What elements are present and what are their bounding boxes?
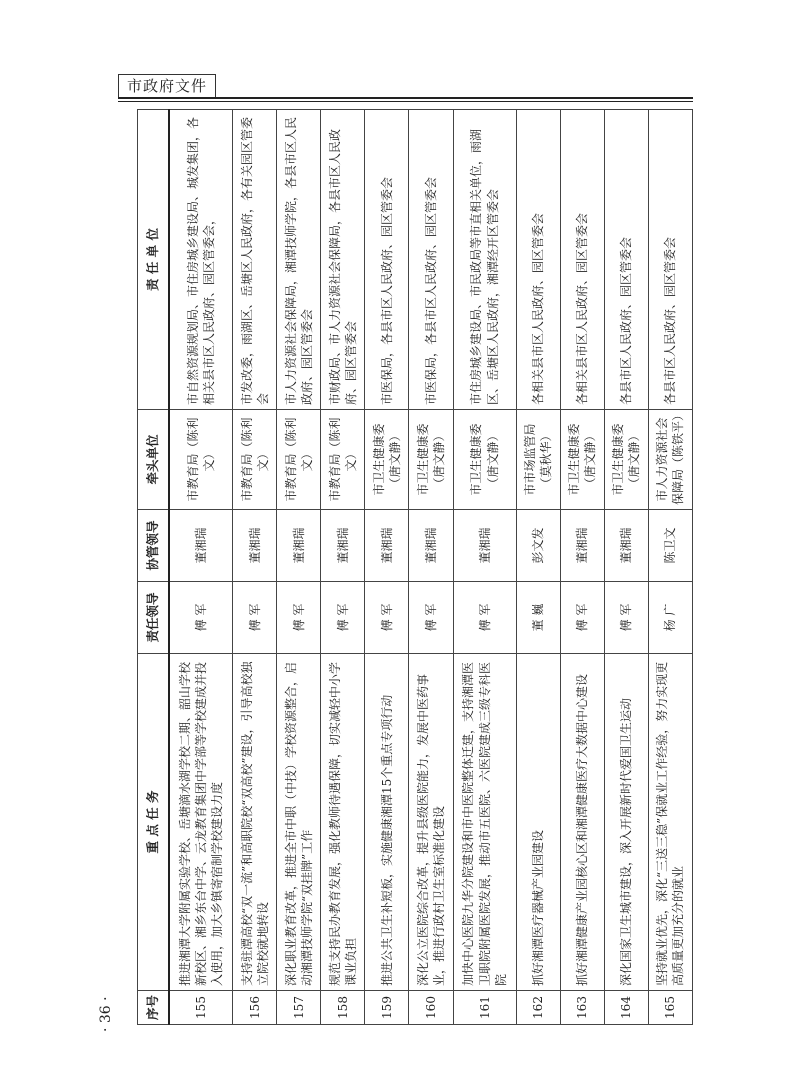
row-units: 各县市区人民政府、园区管委会 <box>648 110 692 410</box>
row-dept: 市教育局（陈利文） <box>233 410 277 510</box>
row-units: 市财政局、市人力资源社会保障局，各县市区人民政府、园区管委会 <box>321 110 365 410</box>
row-number: 164 <box>604 991 648 1025</box>
row-assist: 董湘瑞 <box>277 510 321 582</box>
row-units: 市自然资源规划局、市住房城乡建设局、城发集团，各相关县市区人民政府、园区管委会， <box>169 110 233 410</box>
row-dept: 市卫生健康委（唐文静） <box>409 410 453 510</box>
row-dept: 市卫生健康委（唐文静） <box>365 410 409 510</box>
row-units: 各县市区人民政府、园区管委会 <box>604 110 648 410</box>
row-number: 157 <box>277 991 321 1025</box>
table-row <box>365 110 409 1025</box>
row-dept: 市人力资源社会保障局（陈铁平） <box>648 410 692 510</box>
row-lead: 傅 军 <box>277 582 321 654</box>
row-units: 市医保局，各县市区人民政府、园区管委会 <box>409 110 453 410</box>
row-dept: 市卫生健康委（唐文静） <box>604 410 648 510</box>
task-table <box>137 109 693 1025</box>
row-number: 165 <box>648 991 692 1025</box>
row-units: 各相关县市区人民政府、园区管委会 <box>560 110 604 410</box>
table-row <box>604 110 648 1025</box>
table-row <box>453 110 516 1025</box>
table-row <box>648 110 692 1025</box>
row-lead: 傅 军 <box>560 582 604 654</box>
document-type-badge: 市政府文件 <box>118 74 216 98</box>
row-assist: 董湘瑞 <box>560 510 604 582</box>
row-task: 推进公共卫生补短板，实施健康湘潭15个重点专项行动 <box>365 654 409 991</box>
row-assist: 陈卫文 <box>648 510 692 582</box>
row-task: 抓好湘潭医疗器械产业园建设 <box>516 654 560 991</box>
table-row <box>321 110 365 1025</box>
row-dept: 市卫生健康委（唐文静） <box>560 410 604 510</box>
row-lead: 傅 军 <box>409 582 453 654</box>
table-row <box>560 110 604 1025</box>
row-units: 市住房城乡建设局、市民政局等市直相关单位，雨湖区、岳塘区人民政府，湘潭经开区管委会 <box>453 110 516 410</box>
row-number: 162 <box>516 991 560 1025</box>
row-number: 161 <box>453 991 516 1025</box>
header-rule-thin <box>118 101 693 102</box>
row-assist: 董湘瑞 <box>409 510 453 582</box>
row-task: 深化职业教育改革，推进全市中职（中技）学校资源整合，启动湘潭技师学院“双挂牌”工作 <box>277 654 321 991</box>
row-lead: 傅 军 <box>233 582 277 654</box>
row-lead: 董 巍 <box>516 582 560 654</box>
table-row <box>409 110 453 1025</box>
row-number: 163 <box>560 991 604 1025</box>
row-number: 160 <box>409 991 453 1025</box>
row-assist: 董湘瑞 <box>321 510 365 582</box>
table-header-row <box>138 110 170 1025</box>
row-assist: 董湘瑞 <box>233 510 277 582</box>
col-header-dept: 牵头单位 <box>138 410 170 510</box>
row-task: 加快中心医院九华分院建设和市中医院整体迁建，支持湘潭医卫职院附属医院发展，推动市五医院、六医院建成三级专科医院 <box>453 654 516 991</box>
row-units: 市发改委，雨湖区、岳塘区人民政府，各有关园区管委会 <box>233 110 277 410</box>
row-task: 坚持就业优先，深化“三送三稳”保就业工作经验，努力实现更高质量更加充分的就业 <box>648 654 692 991</box>
table-row <box>169 110 233 1025</box>
table-row <box>516 110 560 1025</box>
col-header-units: 责 任 单 位 <box>138 110 170 410</box>
table-row <box>233 110 277 1025</box>
page-number: · 36 · <box>98 996 114 1032</box>
row-dept: 市教育局（陈利文） <box>277 410 321 510</box>
row-lead: 傅 军 <box>604 582 648 654</box>
row-dept: 市市场监管局（莫秋华） <box>516 410 560 510</box>
row-number: 155 <box>169 991 233 1025</box>
row-units: 各相关县市区人民政府、园区管委会 <box>516 110 560 410</box>
row-task: 支持驻潭高校“双一流”和高职院校“双高校”建设，引导高校独立院校就地转设 <box>233 654 277 991</box>
header-rule <box>118 97 693 99</box>
col-header-lead: 责任领导 <box>138 582 170 654</box>
row-dept: 市卫生健康委（唐文静） <box>453 410 516 510</box>
row-lead: 傅 军 <box>321 582 365 654</box>
row-task: 深化国家卫生城市建设，深入开展新时代爱国卫生运动 <box>604 654 648 991</box>
table-row <box>277 110 321 1025</box>
row-task: 深化公立医院综合改革，提升县级医院能力，发展中医药事业，推进行政村卫生室标准化建设 <box>409 654 453 991</box>
row-units: 市人力资源社会保障局，湘潭技师学院，各县市区人民政府、园区管委会 <box>277 110 321 410</box>
col-header-no: 序号 <box>138 991 170 1025</box>
row-assist: 董湘瑞 <box>365 510 409 582</box>
row-lead: 傅 军 <box>365 582 409 654</box>
row-number: 156 <box>233 991 277 1025</box>
row-lead: 杨 广 <box>648 582 692 654</box>
row-number: 159 <box>365 991 409 1025</box>
row-assist: 董湘瑞 <box>453 510 516 582</box>
row-lead: 傅 军 <box>169 582 233 654</box>
col-header-task: 重 点 任 务 <box>138 654 170 991</box>
row-number: 158 <box>321 991 365 1025</box>
col-header-assist: 协管领导 <box>138 510 170 582</box>
row-units: 市医保局，各县市区人民政府、园区管委会 <box>365 110 409 410</box>
row-assist: 董湘瑞 <box>604 510 648 582</box>
task-table-rotated <box>137 110 693 1025</box>
row-task: 推进湘潭大学附属实验学校、岳塘滴水湖学校二期、韶山学校新校区、湘乡东台中学、云龙教育集团中学部等学校建成并投入使用，加大乡镇寄宿制学校建设力度 <box>169 654 233 991</box>
row-assist: 彭文发 <box>516 510 560 582</box>
row-dept: 市教育局（陈利文） <box>169 410 233 510</box>
row-dept: 市教育局（陈利文） <box>321 410 365 510</box>
row-assist: 董湘瑞 <box>169 510 233 582</box>
row-task: 抓好湘潭健康产业园核心区和湘潭健康医疗大数据中心建设 <box>560 654 604 991</box>
row-lead: 傅 军 <box>453 582 516 654</box>
row-task: 规范支持民办教育发展，强化教师待遇保障，切实减轻中小学课业负担 <box>321 654 365 991</box>
